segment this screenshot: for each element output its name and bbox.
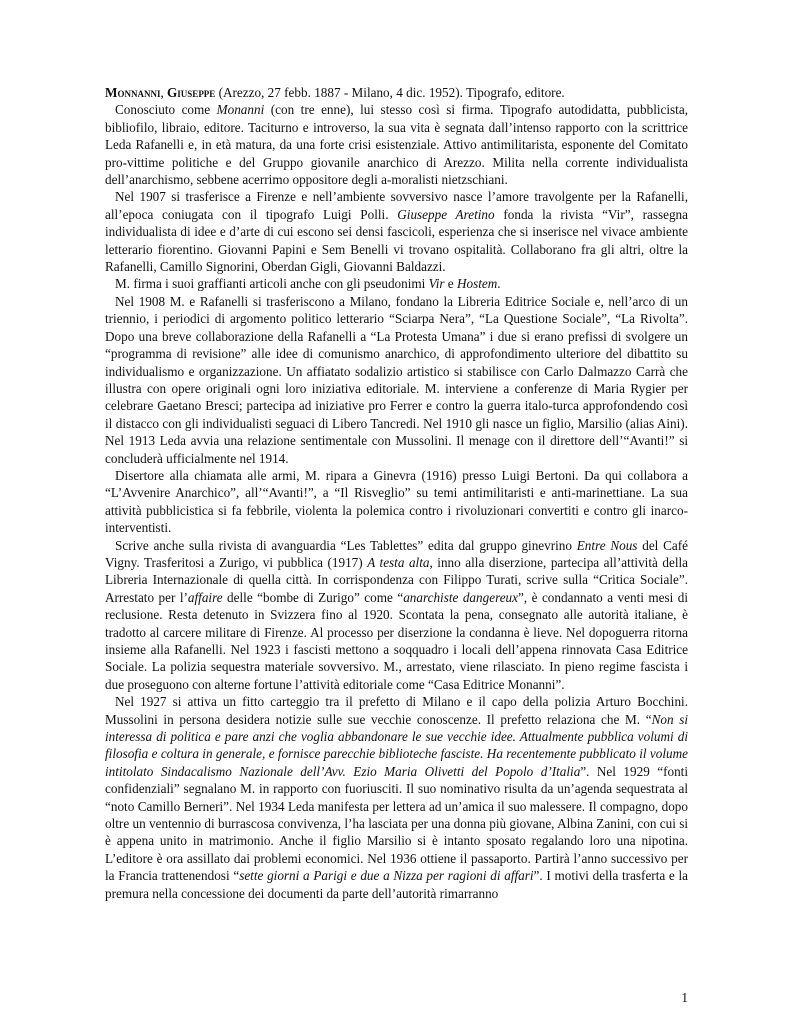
- italic-text: Vir: [428, 276, 445, 292]
- body-paragraph: [105, 467, 688, 537]
- text-run: Nel 1908 M. e Rafanelli si trasferiscono a Milano, fondano la Libreria Editrice Sociale e, nell’arco di un triennio, i periodici di argomento politico letterario “Sciarpa Nera”, “La Questione Sociale”, “La Rivolta”. Dopo una breve collaborazione della Rafanelli a “La Protesta Umana” i due si erano prefissi di svolgere un “programma di revisione” alle idee di comunismo anarchico, di approfondimento ulteriore del dibattito su individualismo e organizzazione. Un affiatato sodalizio artistico si stabilisce con Carlo Dalmazzo Carrà che illustra con opere originali ogni loro iniziativa editoriale. M. interviene a conferenze di Maria Rygier per celebrare Gaetano Bresci; partecipa ad iniziative pro Ferrer e contro la guerra italo-turca approfondendo così il distacco con gli individualisti seguaci di Libero Tancredi. Nel 1910 gli nasce un figlio, Marsilio (alias Aini). Nel 1913 Leda avvia una relazione sentimentale con Mussolini. Il menage con il direttore dell’“Avanti!” si concluderà ufficialmente nel 1914.: [105, 293, 688, 466]
- text-run: Nel 1927 si attiva un fitto carteggio tra il prefetto di Milano e il capo della polizia Arturo Bocchini. Mussolini in persona desidera notizie sulle sue vecchie conoscenze. Il prefetto relaziona che M. “: [105, 694, 688, 727]
- italic-text: Giuseppe Aretino: [397, 206, 495, 222]
- text-run: del Café Vigny. Trasferitosi a Zurigo, vi pubblica (1917): [105, 537, 688, 570]
- italic-text: Hostem: [456, 276, 498, 292]
- text-run: M. firma i suoi graffianti articoli anche con gli pseudonimi: [115, 276, 429, 292]
- text-run: Nel 1907 si trasferisce a Firenze e nell’ambiente sovversivo nasce l’amore travolgente per la Rafanelli, all’epoca coniugata con il tipografo Luigi Polli.: [105, 189, 688, 222]
- italic-text: sette giorni a Parigi e due a Nizza per ragioni di affari: [239, 868, 534, 884]
- text-run: ”. I motivi della trasferta e la premura nella concessione dei documenti da parte dell’autorità rimarranno: [105, 868, 689, 901]
- entry-separator: ,: [160, 85, 168, 100]
- body-paragraph: [105, 188, 688, 275]
- text-run: delle “bombe di Zurigo” come “: [222, 589, 404, 605]
- text-run: Scrive anche sulla rivista di avanguardia “Les Tablettes” edita dal gruppo ginevrino: [115, 537, 577, 553]
- text-column: [105, 84, 688, 902]
- text-run: Conosciuto come: [115, 102, 217, 118]
- entry-heading: [105, 84, 688, 101]
- italic-text: Monanni: [216, 102, 265, 118]
- body-paragraph: [105, 101, 688, 188]
- text-run: e: [444, 276, 457, 292]
- text-run: ”. Nel 1929 “fonti confidenziali” segnalano M. in rapporto con fuoriusciti. Il suo nominativo risulta da un’agenda sequestrata al “noto Camillo Berneri”. Nel 1934 Leda manifesta per lettera ad un’amica il suo malessere. Il compagno, dopo oltre un ventennio di burrascosa convivenza, l’ha lasciata per una donna più giovane, Albina Zanini, con cui si è appena unito in matrimonio. Anche il figlio Marsilio si è intanto sposato regalando loro una nipotina. L’editore è ora assillato dai problemi economici. Nel 1936 ottiene il passaporto. Partirà l’anno successivo per la Francia trattenendosi “: [105, 763, 689, 884]
- text-run: ”, è condannato a venti mesi di reclusione. Resta detenuto in Svizzera fino al 1920. Scontata la pena, consegnato alle autorità italiane, è tradotto al carcere militare di Firenze. Al processo per diserzione la condanna è lieve. Nel dopoguerra ritorna insieme alla Rafanelli. Nel 1923 i fascisti mettono a soqquadro i locali dell’appena rinnovata Casa Editrice Sociale. La polizia sequestra materiale sovversivo. M., arrestato, viene rilasciato. In pieno regime fascista i due proseguono con alterne fortune l’attività editoriale come “Casa Editrice Monanni”.: [105, 589, 688, 692]
- body-paragraph: [105, 275, 688, 292]
- body-paragraph: [105, 293, 688, 467]
- italic-text: anarchiste dangereux: [403, 589, 519, 605]
- italic-text: Entre Nous: [576, 537, 638, 553]
- body-paragraph: [105, 693, 688, 902]
- text-run: .: [497, 276, 501, 292]
- italic-text: affaire: [187, 589, 223, 605]
- page-number: 1: [681, 990, 688, 1005]
- text-run: , inno alla diserzione, partecipa all’attività della Libreria Internazionale di quella città. In corrispondenza con Filippo Turati, scrive sulla “Critica Sociale”. Arrestato per l’: [105, 554, 688, 605]
- body-paragraphs: [105, 101, 688, 902]
- entry-surname: Monnanni: [105, 85, 161, 100]
- entry-dates: (Arezzo, 27 febb. 1887 - Milano, 4 dic. 1952). Tipografo, editore.: [215, 85, 565, 100]
- body-paragraph: [105, 537, 688, 694]
- text-run: fonda la rivista “Vir”, rassegna individualista di idee e d’arte di cui escono sei densi fascicoli, esperienza che si inserisce nel vivace ambiente letterario fiorentino. Giovanni Papini e Sem Benelli vi trovano ospitalità. Collaborano fra gli altri, oltre la Rafanelli, Camillo Signorini, Oberdan Gigli, Giovanni Baldazzi.: [105, 206, 689, 275]
- text-run: (con tre enne), lui stesso così si firma. Tipografo autodidatta, pubblicista, bibliofilo, libraio, editore. Taciturno e introverso, la sua vita è segnata dall’intenso rapporto con la scrittrice Leda Rafanelli e, in età matura, da una forte crisi esistenziale. Attivo antimilitarista, esponente del Comitato pro-vittime politiche e del Gruppo giovanile anarchico di Arezzo. Milita nella corrente individualista dell’anarchismo, sebbene acerrimo oppositore degli a-moralisti nietzschiani.: [105, 102, 688, 188]
- italic-text: A testa alta: [367, 554, 430, 570]
- italic-text: Non si interessa di politica e pare anzi che voglia abbandonare le sue vecchie idee. Attualmente pubblica volumi di filosofia e coltura in generale, e fornisce parecchie biblioteche fasciste. Ha recentemente pubblicato il volume intitolato Sindacalismo Nazionale dell’Avv. Ezio Maria Olivetti del Popolo d’Italia: [105, 711, 689, 779]
- entry-given-name: Giuseppe: [167, 85, 216, 100]
- text-run: Disertore alla chiamata alle armi, M. ripara a Ginevra (1916) presso Luigi Bertoni. Da qui collabora a “L’Avvenire Anarchico”, all’“Avanti!”, a “Il Risveglio” su temi antimilitaristi e anti-marinettiane. La sua attività pubblicistica si fa febbrile, violenta la polemica contro i rivoluzionari convertiti e contro gli inarco-interventisti.: [105, 467, 688, 536]
